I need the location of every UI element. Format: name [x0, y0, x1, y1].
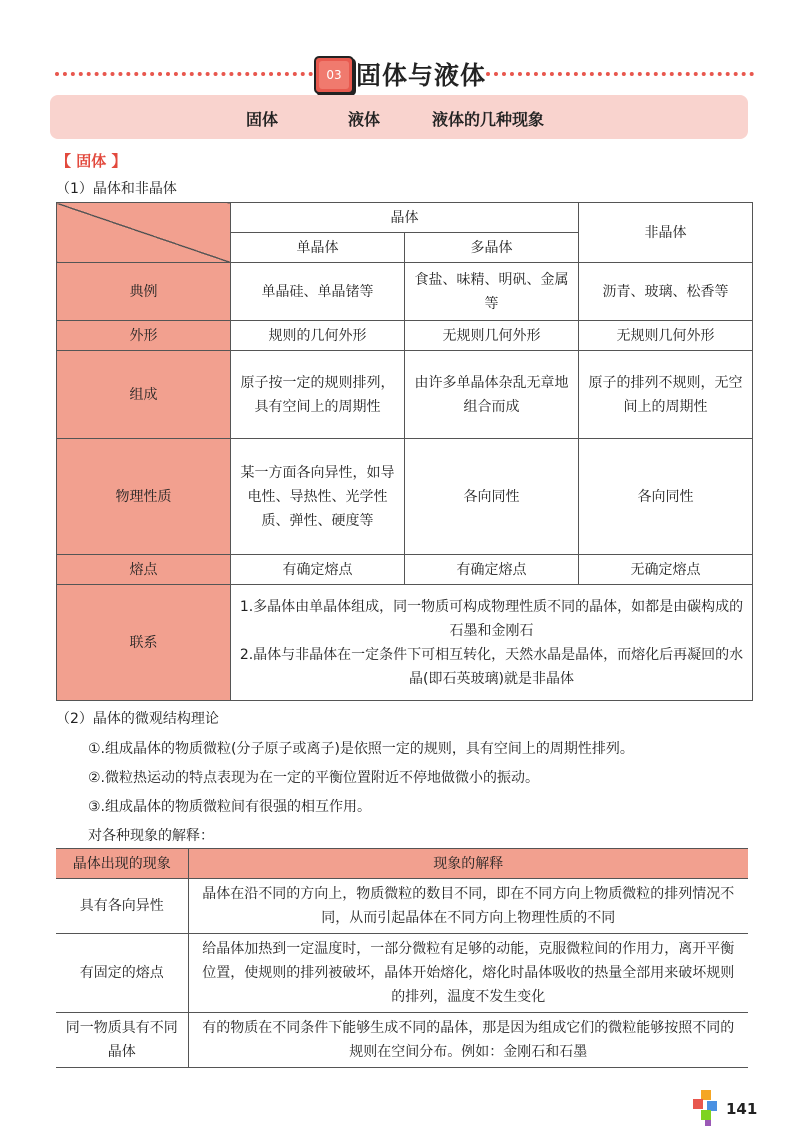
- nav-item-solid[interactable]: 固体: [246, 110, 279, 129]
- col-header-amorphous: 非晶体: [579, 203, 753, 263]
- cell-melting-amorphous: 无确定熔点: [579, 555, 753, 585]
- crystal-comparison-table: [56, 202, 753, 701]
- header-explanation: 现象的解释: [188, 849, 748, 879]
- cell-composition-poly: 由许多单晶体杂乱无章地组合而成: [405, 351, 579, 439]
- cell-melting-single: 有确定熔点: [231, 555, 405, 585]
- phenomenon-text: 晶体在沿不同的方向上，物质微粒的数目不同，即在不同方向上物质微粒的排列情况不同，从而引起晶体在不同方向上物理性质的不同: [188, 879, 748, 934]
- solid-heading: 【 固体 】: [56, 152, 127, 170]
- publisher-logo-icon: [693, 1090, 719, 1126]
- theory-item-3: ③.组成晶体的物质微粒间有很强的相互作用。: [88, 799, 371, 815]
- phenomena-table: [56, 848, 748, 1068]
- cell-physical-amorphous: 各向同性: [579, 439, 753, 555]
- row-label-melting: 熔点: [57, 555, 231, 585]
- subheading-micro-theory: （2）晶体的微观结构理论: [56, 711, 219, 727]
- topic-nav-bar: [50, 95, 748, 139]
- nav-item-liquid-phenomena[interactable]: 液体的几种现象: [432, 110, 545, 129]
- col-header-poly: 多晶体: [405, 233, 579, 263]
- diagonal-header-cell: [57, 203, 231, 263]
- theory-item-1: ①.组成晶体的物质微粒(分子原子或离子)是依照一定的规则，具有空间上的周期性排列。: [88, 741, 634, 757]
- cell-physical-single: 某一方面各向异性，如导电性、导热性、光学性质、弹性、硬度等: [231, 439, 405, 555]
- phenomenon-text: 有的物质在不同条件下能够生成不同的晶体，那是因为组成它们的微粒能够按照不同的规则在空间分布。例如：金刚石和石墨: [188, 1013, 748, 1068]
- row-label-composition: 组成: [57, 351, 231, 439]
- relation-line-2: 2.晶体与非晶体在一定条件下可相互转化，天然水晶是晶体，而熔化后再凝回的水晶(即石英玻璃)就是非晶体: [239, 646, 744, 687]
- header-dots-right: [486, 72, 754, 76]
- cell-relation: [231, 585, 753, 701]
- phenomenon-name: 同一物质具有不同晶体: [56, 1013, 188, 1068]
- cell-shape-poly: 无规则几何外形: [405, 321, 579, 351]
- col-header-crystal: 晶体: [231, 203, 579, 233]
- cell-composition-single: 原子按一定的规则排列，具有空间上的周期性: [231, 351, 405, 439]
- section-title: 固体与液体: [356, 61, 487, 90]
- header-phenomenon: 晶体出现的现象: [56, 849, 188, 879]
- cell-example-single: 单晶硅、单晶锗等: [231, 263, 405, 321]
- row-label-relation: 联系: [57, 585, 231, 701]
- relation-line-1: 1.多晶体由单晶体组成，同一物质可构成物理性质不同的晶体，如都是由碳构成的石墨和金刚石: [239, 598, 744, 639]
- phenomenon-name: 有固定的熔点: [56, 934, 188, 1013]
- cell-physical-poly: 各向同性: [405, 439, 579, 555]
- theory-item-2: ②.微粒热运动的特点表现为在一定的平衡位置附近不停地做微小的振动。: [88, 770, 539, 786]
- cell-shape-amorphous: 无规则几何外形: [579, 321, 753, 351]
- row-label-shape: 外形: [57, 321, 231, 351]
- cell-example-amorphous: 沥青、玻璃、松香等: [579, 263, 753, 321]
- header-dots-left: [55, 72, 313, 76]
- cell-example-poly: 食盐、味精、明矾、金属等: [405, 263, 579, 321]
- phenomenon-text: 给晶体加热到一定温度时，一部分微粒有足够的动能，克服微粒间的作用力，离开平衡位置，使规则的排列被破坏，晶体开始熔化，熔化时晶体吸收的热量全部用来破坏规则的排列，温度不发生变化: [188, 934, 748, 1013]
- cell-shape-single: 规则的几何外形: [231, 321, 405, 351]
- nav-item-liquid[interactable]: 液体: [348, 110, 381, 129]
- row-label-example: 典例: [57, 263, 231, 321]
- subheading-crystal: （1）晶体和非晶体: [56, 181, 177, 197]
- explain-intro: 对各种现象的解释：: [88, 828, 214, 844]
- page-number: 141: [726, 1100, 758, 1118]
- row-label-physical: 物理性质: [57, 439, 231, 555]
- cell-composition-amorphous: 原子的排列不规则，无空间上的周期性: [579, 351, 753, 439]
- cell-melting-poly: 有确定熔点: [405, 555, 579, 585]
- section-number-badge: 03: [314, 56, 354, 94]
- phenomenon-name: 具有各向异性: [56, 879, 188, 934]
- col-header-single: 单晶体: [231, 233, 405, 263]
